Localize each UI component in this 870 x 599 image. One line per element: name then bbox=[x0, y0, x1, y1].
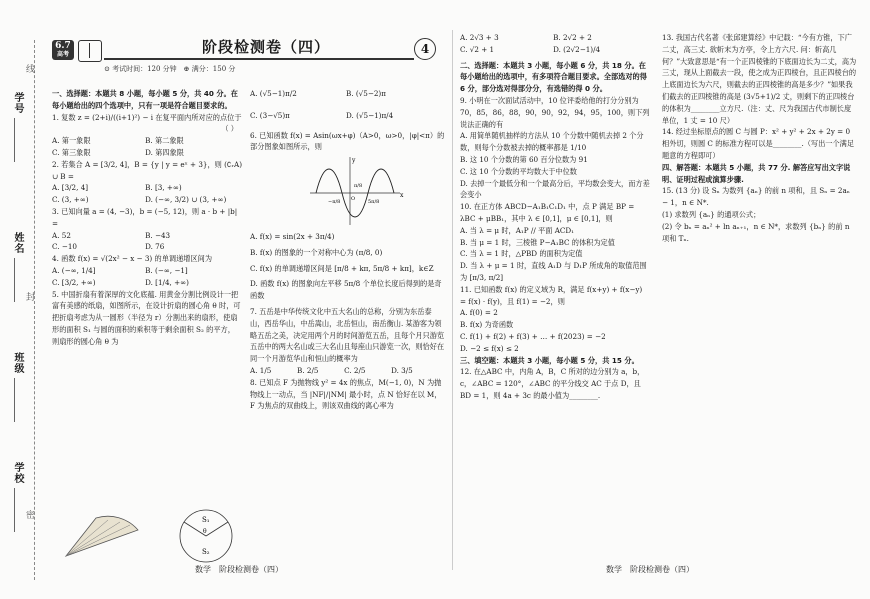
footer-right: 数学 阶段检测卷（四） bbox=[606, 565, 694, 574]
axis-x-label: x bbox=[400, 192, 404, 200]
brand-logo: 6.7 高考 bbox=[52, 40, 74, 60]
option: B. 当 μ = 1 时，三棱锥 P−A₁BC 的体积为定值 bbox=[460, 237, 615, 247]
option: A. f(x) = sin(2x + 3π/4) bbox=[250, 231, 335, 241]
question-15-part-2: (2) 令 bₙ = aₙ² + ln aₙ₊₁，n ∈ N*，求数列 {bₙ} 的前 n 项和 Tₙ. bbox=[662, 221, 850, 243]
option: D. (2√2−1)/4 bbox=[553, 44, 601, 54]
folding-fan-icon bbox=[66, 516, 138, 556]
option: A. f(0) = 2 bbox=[460, 308, 498, 318]
header-rule bbox=[104, 58, 414, 60]
option: B. 第二象限 bbox=[145, 136, 184, 146]
cut-mark-secret: 密 bbox=[26, 511, 36, 521]
question-15-part-1: (1) 求数列 {aₙ} 的通项公式； bbox=[662, 209, 761, 219]
theta-label: θ bbox=[203, 528, 207, 535]
s1-label: S₁ bbox=[202, 516, 210, 524]
option: C. [3/2, +∞) bbox=[52, 277, 96, 287]
option: D. 76 bbox=[145, 242, 165, 252]
sector-diagram bbox=[180, 510, 232, 562]
class-line bbox=[14, 378, 16, 422]
class-label: 班级 bbox=[12, 352, 23, 374]
option: C. 2/5 bbox=[344, 365, 366, 375]
option: C. 当 λ = 1 时，△PBD 的面积为定值 bbox=[460, 249, 583, 259]
name-line bbox=[14, 258, 16, 302]
option: B. 这 10 个分数的第 60 百分位数为 91 bbox=[460, 154, 588, 164]
option: C. 这 10 个分数的平均数大于中位数 bbox=[460, 166, 577, 176]
question-12: 12. 在△ABC 中，内角 A，B，C 所对的边分别为 a，b，c，∠ABC = 120°，∠ABC 的平分线交 AC 于点 D，且 BD = 1，则 4a + 3c 的最小值为________. bbox=[460, 367, 645, 400]
origin-label: O bbox=[351, 196, 356, 203]
option: D. −2 ≤ f(x) ≤ 2 bbox=[460, 343, 519, 353]
sine-graph bbox=[250, 153, 446, 227]
option: C. 第三象限 bbox=[52, 147, 91, 157]
fan-figure bbox=[56, 508, 246, 564]
option: A. 当 λ = μ 时，A₁P // 平面 ACD₁ bbox=[460, 225, 575, 235]
binding-strip bbox=[0, 0, 46, 599]
option: C. (3−√5)π bbox=[250, 110, 290, 120]
option: A. 2√3 + 3 bbox=[460, 33, 499, 42]
book-icon bbox=[78, 40, 102, 62]
school-label: 学校 bbox=[12, 462, 23, 484]
option: D. 第四象限 bbox=[145, 147, 184, 157]
tick-label: −π/8 bbox=[328, 199, 341, 206]
option: B. [3, +∞) bbox=[145, 183, 182, 193]
right-column-2 bbox=[662, 32, 858, 244]
page-divider bbox=[452, 30, 453, 570]
question-5: 5. 中国折扇有着深厚的文化底蕴. 用黄金分割比例设计一把富有美感的纸扇，如图所示，在设计折扇的圆心角 θ 时，可把折扇考虑为从一圆形（半径为 r）分割出来的扇形，使扇形的面积 S₁ 与圆的面积的乘积等于剩余面积 S₂ 的平方，则扇形的圆心角 θ 为 bbox=[52, 289, 241, 346]
option: D. [1/4, +∞) bbox=[145, 277, 189, 287]
option: A. [3/2, 4] bbox=[52, 183, 89, 193]
middle-column bbox=[250, 88, 446, 412]
option: D. 3/5 bbox=[391, 365, 413, 375]
option: A. 第一象限 bbox=[52, 136, 91, 146]
student-id-line bbox=[14, 118, 16, 162]
option: C. f(1) + f(2) + f(3) + … + f(2023) = −2 bbox=[460, 331, 606, 341]
footer-left: 数学 阶段检测卷（四） bbox=[195, 565, 283, 574]
cut-mark-line: 线 bbox=[26, 65, 36, 75]
option: A. (√5−1)π/2 bbox=[250, 89, 297, 98]
option: A. 52 bbox=[52, 230, 71, 240]
section-heading-4: 四、解答题：本题共 5 小题，共 77 分. 解答应写出文字说明、证明过程或演算步骤. bbox=[662, 162, 851, 184]
name-label: 姓名 bbox=[12, 232, 23, 254]
section-heading-1: 一、选择题：本题共 8 小题，每小题 5 分，共 40 分。在每小题给出的四个选项中，只有一项是符合题目要求的。 bbox=[52, 89, 238, 110]
tick-label: 5π/8 bbox=[368, 199, 380, 206]
question-14: 14. 经过坐标原点的圆 C 与圆 P：x² + y² + 2x + 2y = 0 相外切，则圆 C 的标准方程可以是________.（写出一个满足题意的方程即可） bbox=[662, 127, 855, 160]
s2-label: S₂ bbox=[202, 548, 210, 556]
question-3: 3. 已知向量 a = (4, −3)，b = (−5, 12)，则 a · b + |b| = bbox=[52, 206, 238, 228]
axis-y-label: y bbox=[352, 157, 356, 165]
option: B. f(x) 的图象的一个对称中心为 (π/8, 0) bbox=[250, 247, 383, 257]
option: C. −10 bbox=[52, 242, 77, 252]
student-id-label: 学号 bbox=[12, 92, 23, 114]
option: B. −43 bbox=[145, 230, 171, 240]
tick-label: π/8 bbox=[354, 183, 363, 190]
question-10: 10. 在正方体 ABCD−A₁B₁C₁D₁ 中，点 P 满足 BP = λBC + μBB₁，其中 λ ∈ [0,1]，μ ∈ [0,1]，则 bbox=[460, 202, 635, 223]
option: B. 2/5 bbox=[297, 365, 319, 375]
paper-number-badge: 4 bbox=[414, 38, 436, 60]
question-11: 11. 已知函数 f(x) 的定义域为 R，满足 f(x+y) + f(x−y) = f(x) · f(y)，且 f(1) = −2，则 bbox=[460, 284, 643, 306]
option: A. (−∞, 1/4] bbox=[52, 265, 96, 275]
option: D. (√5−1)π/4 bbox=[346, 110, 394, 120]
question-7: 7. 五岳是中华传统文化中五大名山的总称，分别为东岳泰山，西岳华山，中岳嵩山，北岳恒山，南岳衡山. 某游客为领略五岳之美，决定用两个月的时间游览五岳，且每个月只游览五岳中的两大名山或三大名山且每座山只游览一次，则恰好在同一个月游览华山和恒山的概率为 bbox=[250, 306, 445, 364]
question-1: 1. 复数 z = (2+i)/((i+1)²) − i 在复平面内所对应的点位于 bbox=[52, 112, 242, 122]
binding-dashed-line bbox=[34, 40, 35, 580]
option: B. 2√2 + 2 bbox=[553, 33, 592, 42]
exam-meta: ⊙ 考试时间：120 分钟 ⊕ 满分：150 分 bbox=[104, 65, 236, 73]
option: B. (−∞, −1] bbox=[145, 265, 188, 275]
option: C. (3, +∞) bbox=[52, 195, 89, 205]
answer-paren: （ ） bbox=[221, 124, 238, 134]
option: A. 1/5 bbox=[250, 365, 272, 375]
question-6: 6. 已知函数 f(x) = Asin(ωx+φ)（A>0，ω>0，|φ|<π）的部分图象如图所示，则 bbox=[250, 130, 445, 152]
question-15: 15. (13 分) 设 Sₙ 为数列 {aₙ} 的前 n 项和，且 Sₙ = 2aₙ − 1，n ∈ N*. bbox=[662, 186, 850, 208]
question-8: 8. 已知点 F 为抛物线 y² = 4x 的焦点，M(−1, 0)，N 为抛物线上一动点，当 |NF|/|NM| 最小时，点 N 恰好在以 M，F 为焦点的双曲线上，则该双曲线的离心率为 bbox=[250, 377, 442, 411]
option: A. 用简单随机抽样的方法从 10 个分数中随机去掉 2 个分数，则每个分数被去掉的概率都是 1/10 bbox=[460, 131, 644, 153]
question-4: 4. 函数 f(x) = √(2x² − x − 3) 的单调递增区间为 bbox=[52, 254, 213, 264]
option: D. 去掉一个最低分和一个最高分后，平均数会变大，而方差会变小 bbox=[460, 178, 650, 200]
page-title: 阶段检测卷（四） bbox=[202, 38, 331, 56]
section-heading-2: 二、选择题：本题共 3 小题，每小题 6 分，共 18 分。在每小题给出的选项中，有多项符合题目要求。全部选对的得 6 分，部分选对得部分分，有选错的得 0 分。 bbox=[460, 60, 647, 94]
right-column-1 bbox=[460, 32, 650, 402]
cut-mark-seal: 封 bbox=[26, 293, 36, 303]
option: D. 当 λ + μ = 1 时，直线 A₁D 与 D₁P 所成角的取值范围为 [π/3, π/2] bbox=[460, 261, 647, 282]
school-line bbox=[14, 488, 16, 532]
option: D. 函数 f(x) 的图象向左平移 5π/8 个单位长度后得到的是奇函数 bbox=[250, 279, 442, 301]
question-2: 2. 若集合 A = [3/2, 4]，B = {y | y = eˣ + 3}，则 (∁ᵣA) ∪ B = bbox=[52, 159, 242, 181]
option: C. √2 + 1 bbox=[460, 44, 495, 54]
page-header bbox=[52, 36, 447, 80]
option: B. f(x) 为奇函数 bbox=[460, 320, 514, 330]
option: C. f(x) 的单调递增区间是 [π/8 + kπ, 5π/8 + kπ]，k∈Z bbox=[250, 263, 434, 273]
section-heading-3: 三、填空题：本题共 3 小题，每小题 5 分，共 15 分。 bbox=[460, 355, 639, 365]
left-column bbox=[52, 88, 242, 348]
option: B. (√5−2)π bbox=[346, 89, 386, 98]
question-13: 13. 我国古代名著《张邱建算经》中记载：“今有方锥，下广二丈，高三丈. 欲斩末为方亭，令上方六尺. 问：斩高几何？”大致意思是“有一个正四棱锥的下底面边长为二丈，高为三丈，现从上面截去一段，使之成为正四棱台，且正四棱台的上底面边长为六尺，则截去的正四棱锥的高是多少？”如果我们截去的正四棱锥的高是 (3√5+1)/2 丈，则剩下的正四棱台的体积为________立方尺.（注：丈、尺为我国古代市制长度单位，1 丈 = 10 尺） bbox=[662, 33, 857, 125]
option: D. (−∞, 3/2) ∪ (3, +∞) bbox=[145, 195, 227, 205]
question-9: 9. 小明在一次面试活动中，10 位评委给他的打分分别为 70，85，86，88，90，90，92，94，95，100，则下列说法正确的有 bbox=[460, 95, 650, 129]
